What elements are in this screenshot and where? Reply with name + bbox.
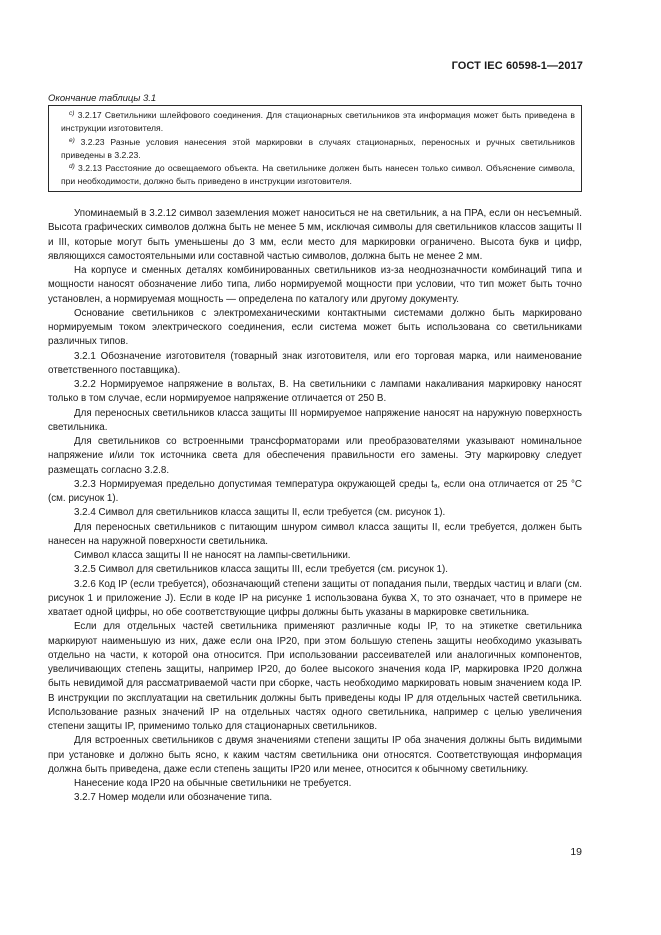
- note-mark: d): [69, 163, 75, 171]
- note-text: 3.2.13 Расстояние до освещаемого объекта. На светильнике должен быть нанесен только символ. Объяснение символа, при необходимости, должно быть приведено в инструкции изготовителя.: [61, 163, 576, 187]
- paragraph: Упоминаемый в 3.2.12 символ заземления может наноситься не на светильник, а на ПРА, если он несъемный. Высота графических символов должна быть не менее 5 мм, исключая символы для светильников классов защиты II и III, которые могут быть уменьшены до 3 мм, если место для маркировки ограничено. Высота букв и цифр, являющихся самостоятельными или составной частью символов, должна быть не менее 2 мм.: [48, 208, 582, 262]
- paragraph: Для переносных светильников класса защиты III нормируемое напряжение наносят на наружную поверхность светильника.: [48, 407, 582, 433]
- paragraph: Если для отдельных частей светильника применяют различные коды IP, то на этикетке светильника маркируют наименьшую из них, даже если она IP20, при этом большую степень защиты необходимо указывать отдельно на части, к которой она относится. При использовании рассеивателей или аналогичных компонентов, увеличивающих степень защиты, например IP20, до более высокого значения кода IP, маркировка IP20 должна быть невидимой для рассматриваемой части при сборке, часть необходимо маркировать новым значением кода IP. В инструкции по эксплуатации на светильник должны быть приведены коды IP для отдельных частей светильника. Использование разных значений IP на отдельных частях одного светильника, например с целью увеличения степени защиты IP, применимо только для стационарных светильников.: [48, 621, 582, 732]
- table-note: [61, 109, 575, 136]
- paragraph: 3.2.2 Нормируемое напряжение в вольтах, В. На светильники с лампами накаливания маркировку наносят только в том случае, если нормируемое напряжение отличается от 250 В.: [48, 379, 582, 405]
- note-text: 3.2.23 Разные условия нанесения этой маркировки в случаях стационарных, переносных и ручных светильников приведены в 3.2.23.: [61, 136, 575, 160]
- table-notes-box: [48, 105, 582, 192]
- note-mark: c): [69, 110, 75, 117]
- page-number: 19: [570, 846, 582, 858]
- table-note: [61, 136, 575, 163]
- document-header: ГОСТ IEC 60598-1—2017: [451, 60, 583, 72]
- paragraph: Для светильников со встроенными трансформаторами или преобразователями указывают номинальное напряжение и/или ток источника света для обеспечения правильности его замены. Эту маркировку следует размещать согласно 3.2.8.: [48, 436, 582, 476]
- paragraph: Для встроенных светильников с двумя значениями степени защиты IP оба значения должны быть видимыми при установке и должно быть ясно, к каким частям светильника они относятся. Соответствующая информация должна быть приведена, даже если степень защиты IP20 или менее, относится к обычному светильнику.: [48, 735, 582, 775]
- paragraph: 3.2.3 Нормируемая предельно допустимая температура окружающей среды tₐ, если она отличается от 25 °С (см. рисунок 1).: [48, 478, 582, 504]
- table-caption: Окончание таблицы 3.1: [48, 93, 157, 104]
- table-note: [61, 162, 575, 189]
- paragraph: 3.2.5 Символ для светильников класса защиты III, если требуется (см. рисунок 1).: [74, 564, 448, 576]
- paragraph: На корпусе и сменных деталях комбинированных светильников из-за неоднозначности комбинаций типа и мощности наносят обозначение либо типа, либо нормируемой мощности при условии, что тип может быть точно установлен, а нормируемая мощность — определена по каталогу или другому документу.: [48, 265, 582, 305]
- paragraph: Символ класса защиты II не наносят на лампы-светильники.: [74, 550, 351, 561]
- paragraph: 3.2.6 Код IP (если требуется), обозначающий степени защиты от попадания пыли, твердых частиц и влаги (см. рисунок 1 и приложение J). Если в коде IP на рисунке 1 использована буква X, то это означает, что в примере не хватает одной цифры, но обе соответствующие цифры должны быть указаны в маркировке светильника.: [48, 578, 582, 618]
- paragraph: Основание светильников с электромеханическими контактными системами должно быть маркировано нормируемым током электрического соединения, если система может быть использована со светильниками различных типов.: [48, 307, 582, 348]
- paragraph: Нанесение кода IP20 на обычные светильники не требуется.: [74, 778, 352, 789]
- paragraph: 3.2.4 Символ для светильников класса защиты II, если требуется (см. рисунок 1).: [74, 507, 446, 519]
- paragraph: 3.2.7 Номер модели или обозначение типа.: [74, 792, 273, 804]
- note-mark: e): [69, 136, 75, 144]
- paragraph: Для переносных светильников с питающим шнуром символ класса защиты II, если требуется, должен быть нанесен на наружной поверхности светильника.: [48, 521, 582, 547]
- body-text: [48, 207, 582, 806]
- note-text: 3.2.17 Светильники шлейфового соединения. Для стационарных светильников эта информация может быть приведена в инструкции изготовителя.: [61, 110, 575, 134]
- paragraph: 3.2.1 Обозначение изготовителя (товарный знак изготовителя, или его торговая марка, или наименование ответственного поставщика).: [48, 350, 582, 376]
